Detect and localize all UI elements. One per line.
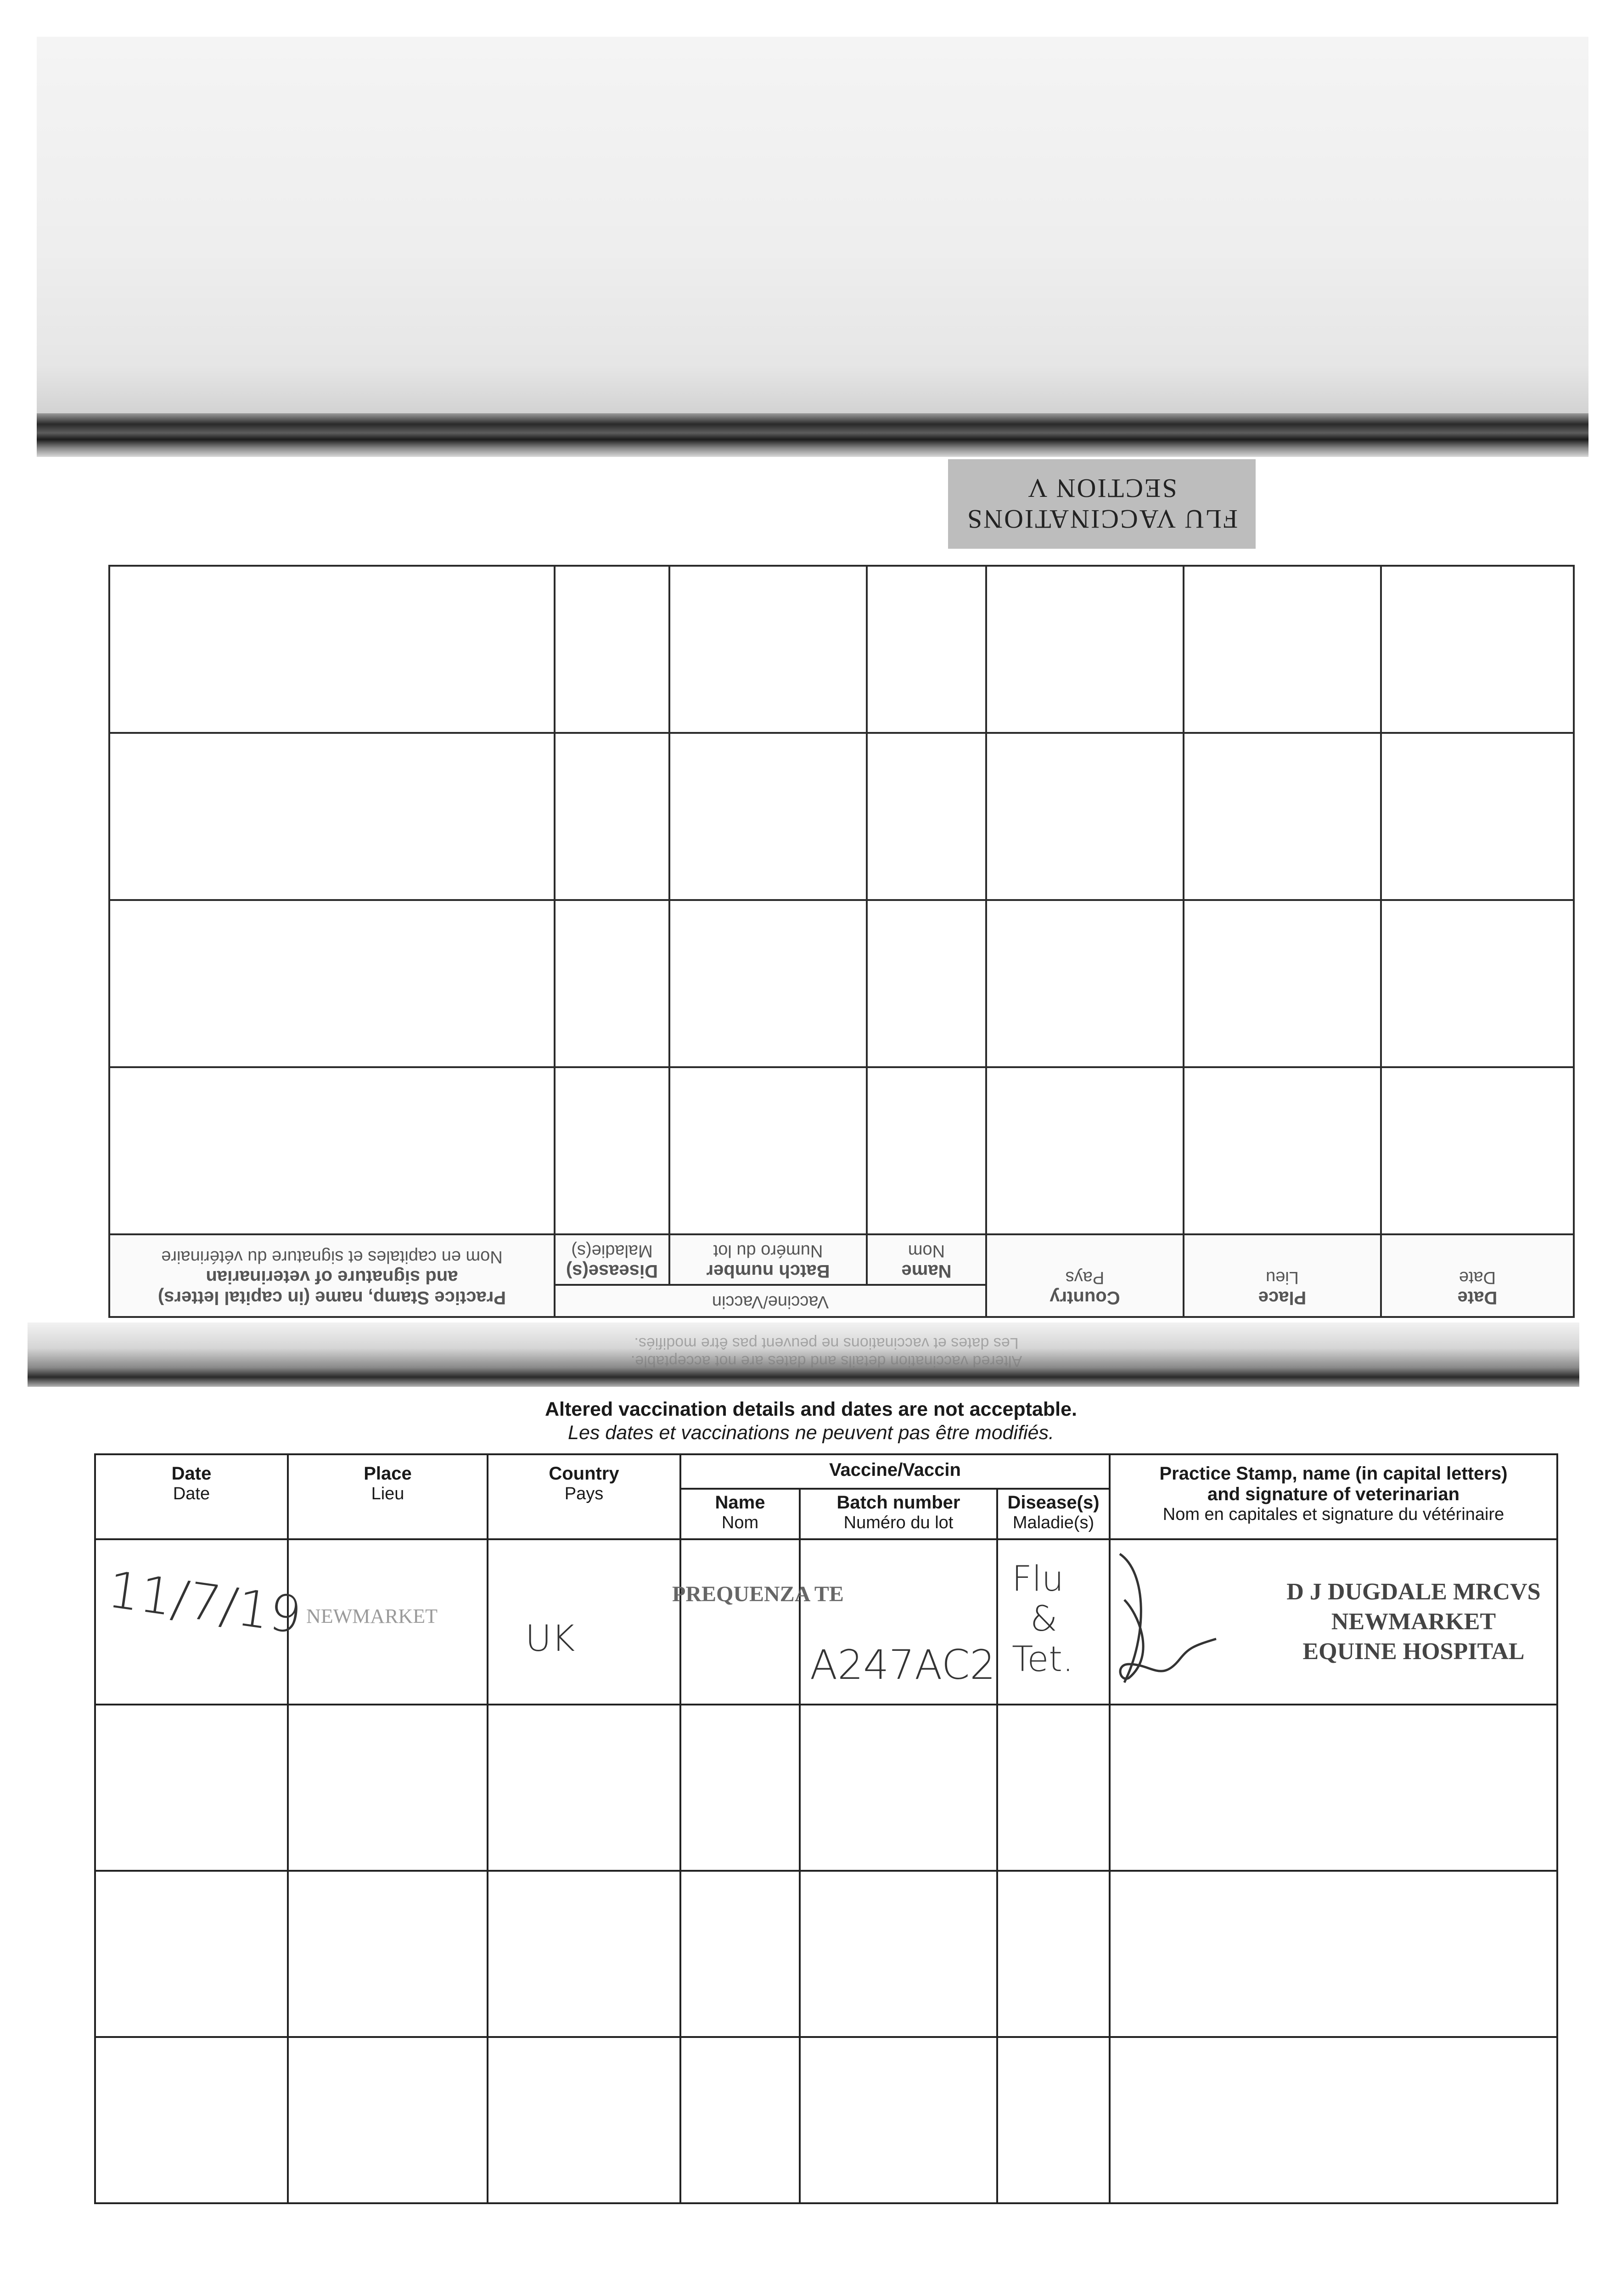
flipped-empty-row	[109, 900, 1574, 1067]
table-row-empty	[95, 1871, 1557, 2037]
entry-name-cell	[672, 1539, 844, 1705]
upside-down-vaccination-table	[110, 565, 1575, 1318]
warning-french: Les dates et vaccinations ne peuvent pas être modifiés.	[568, 1422, 1054, 1444]
entry-batch-cell	[800, 1539, 997, 1705]
table-row-entry	[95, 1539, 1557, 1705]
flipped-header-place: Place Lieu	[1184, 1234, 1381, 1317]
header-batch: Batch number Numéro du lot	[800, 1489, 997, 1539]
entry-vaccine-name: PREQUENZA TE	[672, 1582, 844, 1606]
flipped-header-name: Name Nom	[867, 1234, 986, 1285]
flipped-header-batch: Batch number Numéro du lot	[669, 1234, 867, 1285]
entry-country-cell	[488, 1539, 680, 1705]
section-tab-number: SECTION V	[1027, 473, 1177, 504]
show-through-text: Altered vaccination details and dates are not acceptable. Les dates et vaccinations ne peuvent pas être modifiés.	[630, 1334, 1022, 1370]
page-binding	[37, 413, 1588, 457]
flipped-header-disease: Disease(s) Maladie(s)	[555, 1234, 669, 1285]
header-stamp: Practice Stamp, name (in capital letters) and signature of veterinarian Nom en capitales et signature du vétérinaire	[1110, 1454, 1557, 1539]
flipped-header-vaccine: Vaccine/Vaccin	[555, 1285, 986, 1317]
header-vaccine: Vaccine/Vaccin	[680, 1454, 1110, 1489]
entry-place: NEWMARKET	[306, 1605, 438, 1627]
entry-batch: A247AC2	[810, 1641, 996, 1688]
header-name: Name Nom	[680, 1489, 800, 1539]
practice-stamp: D J DUGDALE MRCVS NEWMARKET EQUINE HOSPITAL	[1286, 1579, 1541, 1665]
entry-disease: Flu & Tet.	[1012, 1558, 1074, 1679]
flipped-header-date: Date Date	[1381, 1234, 1574, 1317]
flipped-header-country: Country Pays	[986, 1234, 1184, 1317]
entry-date-cell	[95, 1539, 305, 1705]
vaccination-table	[94, 1453, 1556, 2204]
section-tab	[948, 459, 1256, 549]
flipped-empty-row	[109, 733, 1574, 900]
header-date: Date Date	[95, 1454, 288, 1539]
header-disease: Disease(s) Maladie(s)	[997, 1489, 1110, 1539]
alteration-warning	[0, 1398, 1622, 1444]
warning-english: Altered vaccination details and dates are not acceptable.	[544, 1398, 1077, 1420]
flipped-header-stamp: Practice Stamp, name (in capital letters) and signature of veterinarian Nom en capitales et signature du vétérinaire	[109, 1234, 555, 1317]
veterinarian-signature	[1111, 1545, 1248, 1696]
entry-date: 11/7/19	[104, 1559, 305, 1645]
header-place: Place Lieu	[288, 1454, 488, 1539]
entry-country: UK	[525, 1618, 575, 1660]
table-row-empty	[95, 1705, 1557, 1871]
flipped-empty-row	[109, 566, 1574, 733]
entry-place-cell	[288, 1539, 488, 1705]
entry-disease-cell	[997, 1539, 1110, 1705]
section-tab-title: FLU VACCINATIONS	[965, 504, 1238, 535]
passport-top-page	[37, 37, 1588, 422]
table-row-empty	[95, 2037, 1557, 2203]
header-country: Country Pays	[488, 1454, 680, 1539]
flipped-empty-row	[109, 1067, 1574, 1234]
entry-stamp-cell	[1110, 1539, 1557, 1705]
